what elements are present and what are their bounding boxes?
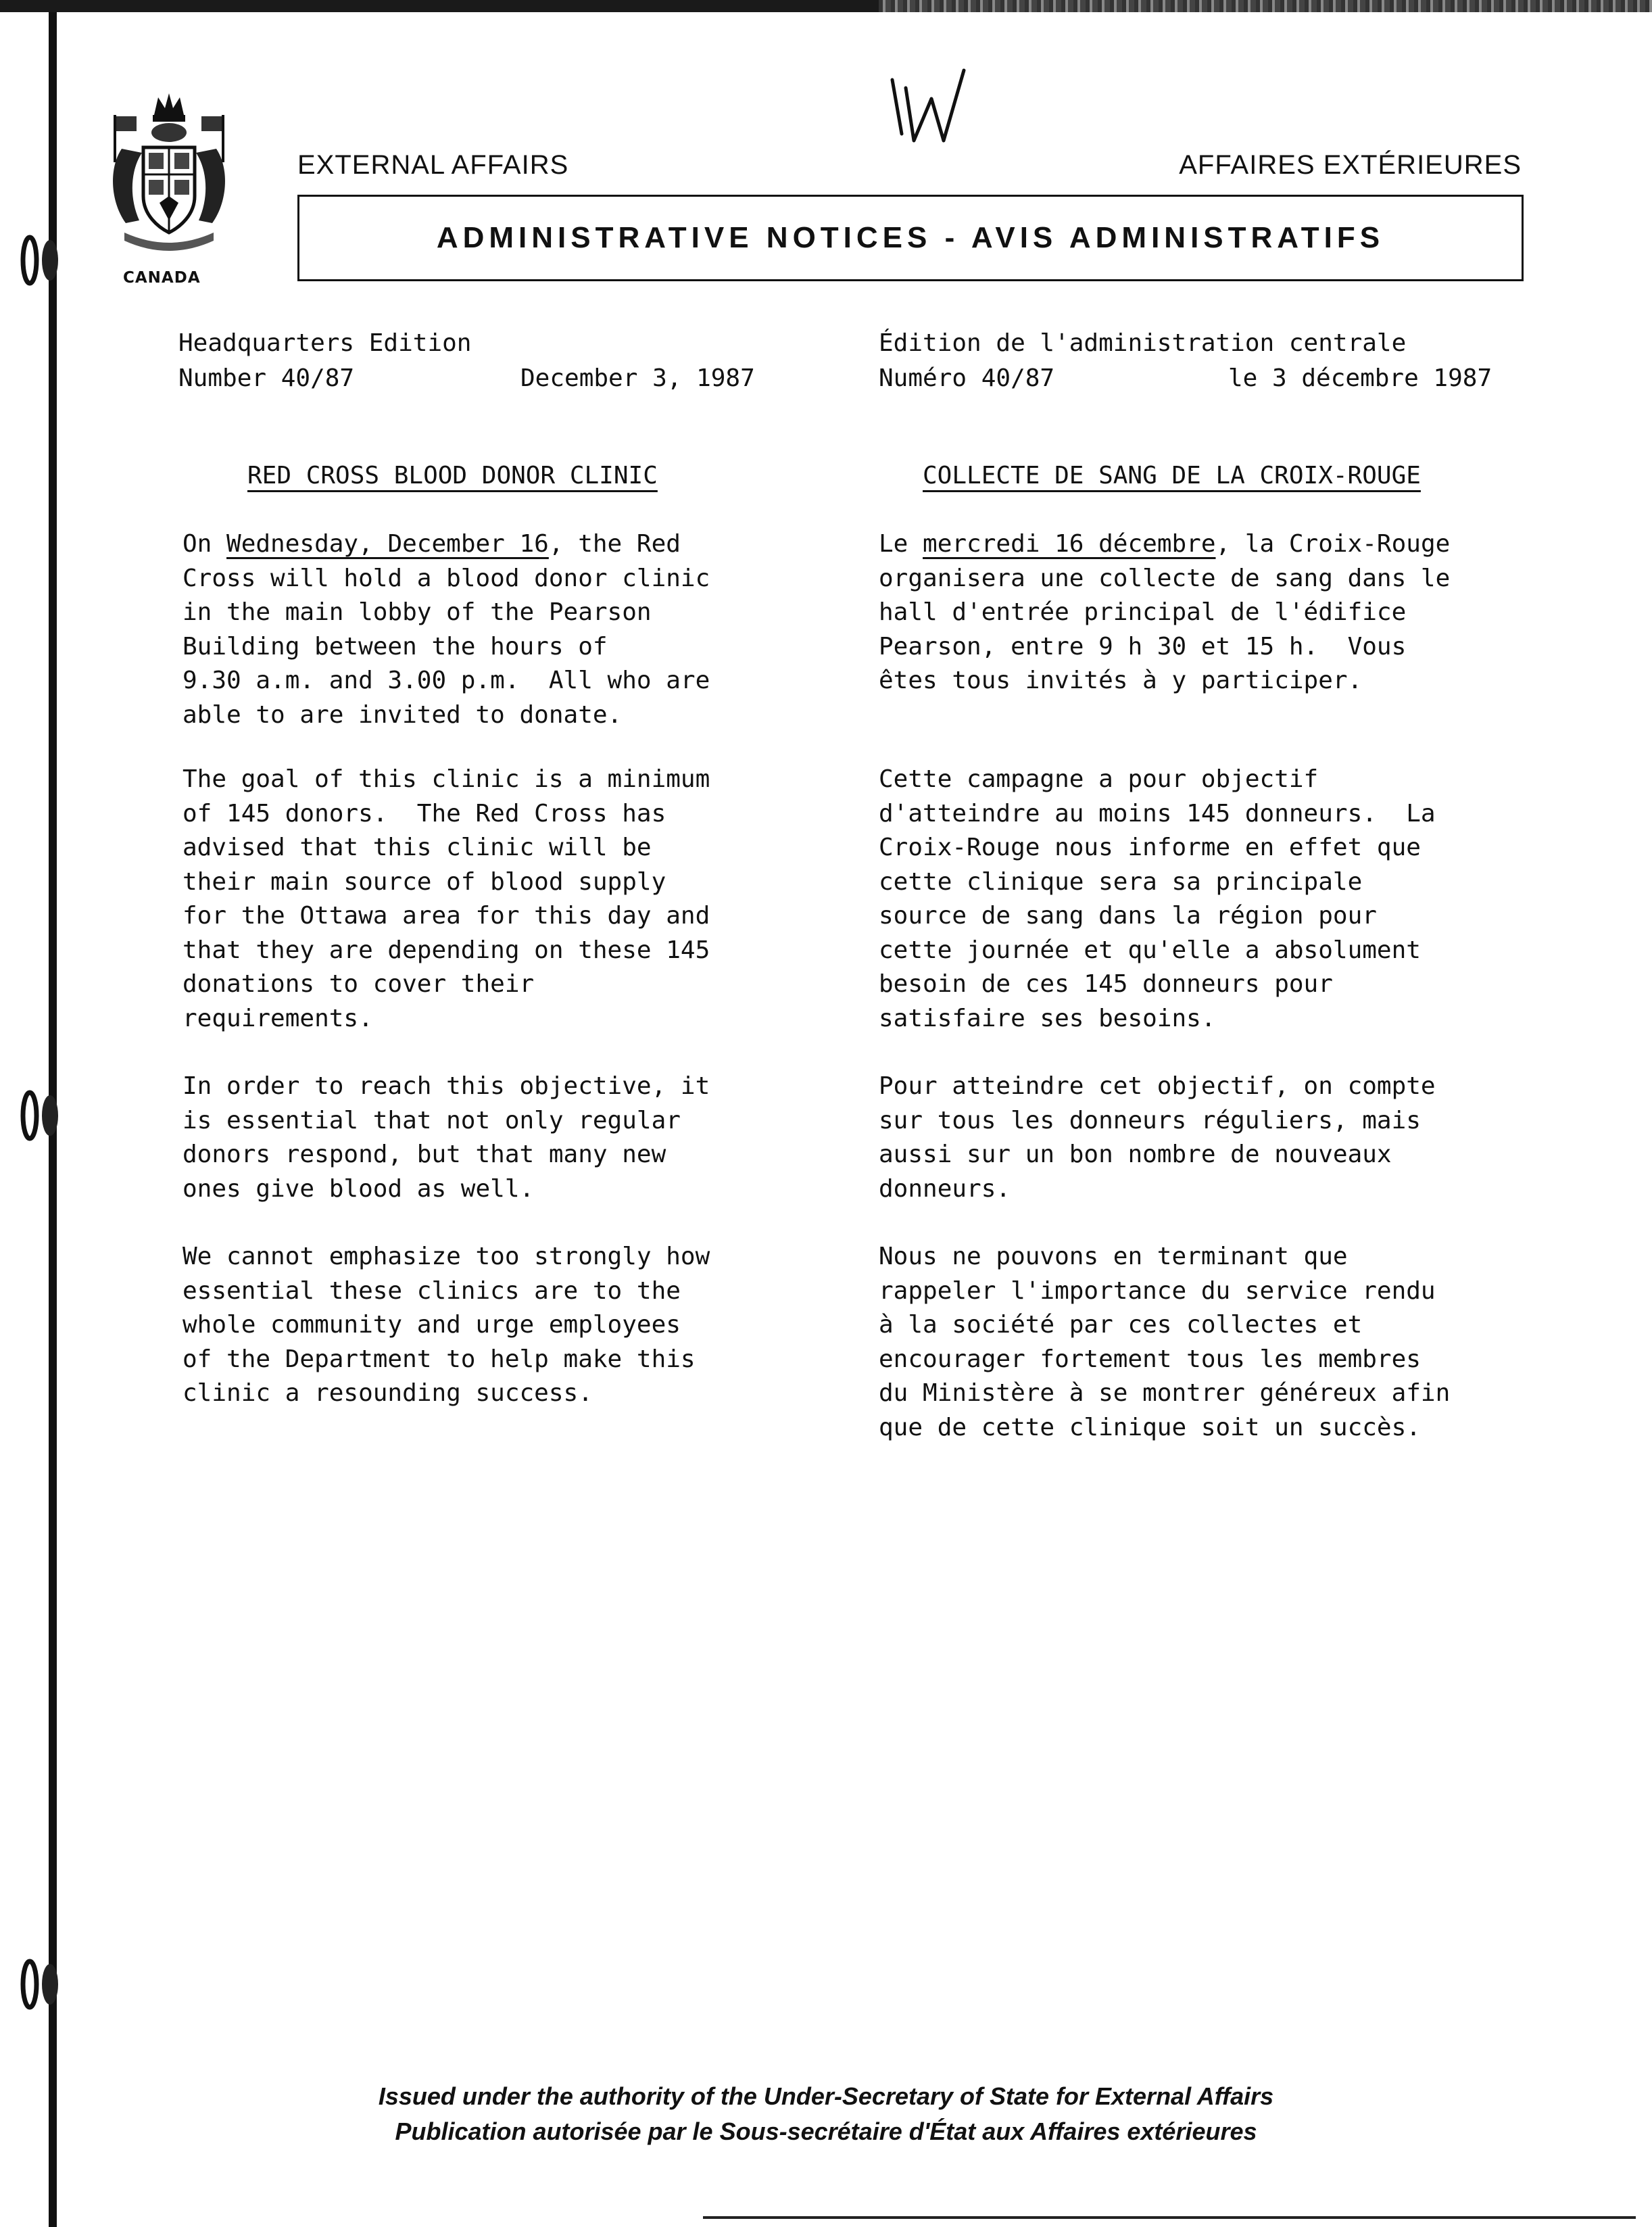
bottom-edge-line bbox=[703, 2216, 1636, 2219]
paragraph-rest: , la Croix-Rouge organisera une collecte de sang dans le hall d'entrée principal de l'édifice Pearson, entre 9 h 30 et 15 h. Vous êtes tous invités à y participer. bbox=[879, 530, 1451, 694]
coat-of-arms-icon bbox=[101, 88, 237, 264]
paragraph-rest: , the Red Cross will hold a blood donor clinic in the main lobby of the Pearson Building between the hours of 9.30 a.m. and 3.00 p.m. All who are able to are invited to donate. bbox=[183, 530, 710, 729]
paragraph-start: On bbox=[183, 530, 227, 558]
paragraph-en-4: We cannot emphasize too strongly how essential these clinics are to the whole community and urge employees of the Department to help make this clinic a resounding success. bbox=[183, 1243, 710, 1407]
paragraph-fr-4: Nous ne pouvons en terminant que rappeler l'importance du service rendu à la société par ces collectes et encourager fortement tous les membres du Ministère à se montrer généreux afin que de cette clinique soit un succès. bbox=[879, 1243, 1451, 1441]
notice-heading-en: RED CROSS BLOOD DONOR CLINIC bbox=[247, 462, 658, 489]
handwritten-initial-mark bbox=[879, 54, 973, 149]
edition-date-fr: le 3 décembre 1987 bbox=[1228, 364, 1492, 392]
binder-hole-icon bbox=[20, 230, 58, 291]
clinic-date-fr: mercredi 16 décembre bbox=[923, 530, 1216, 558]
paragraph-en-3: In order to reach this objective, it is essential that not only regular donors respond, but that many new ones give blood as well. bbox=[183, 1072, 710, 1203]
country-label: CANADA bbox=[123, 269, 201, 287]
edition-name-en: Headquarters Edition bbox=[178, 329, 472, 357]
authority-line-fr: Publication autorisée par le Sous-secrétaire d'État aux Affaires extérieures bbox=[395, 2117, 1257, 2145]
clinic-date-en: Wednesday, December 16 bbox=[226, 530, 549, 558]
edition-number-fr: Numéro 40/87 bbox=[879, 364, 1055, 392]
paragraph-start: Le bbox=[879, 530, 923, 558]
authority-line-en: Issued under the authority of the Under-Secretary of State for External Affairs bbox=[378, 2082, 1274, 2110]
binder-hole-icon bbox=[20, 1085, 58, 1146]
document-title: ADMINISTRATIVE NOTICES - AVIS ADMINISTRATIFS bbox=[436, 221, 1385, 254]
department-name-en: EXTERNAL AFFAIRS bbox=[297, 150, 569, 180]
title-banner bbox=[297, 195, 1524, 281]
paragraph-fr-1 bbox=[879, 527, 1450, 698]
edition-date-en: December 3, 1987 bbox=[520, 364, 755, 392]
paragraph-fr-2: Cette campagne a pour objectif d'atteindre au moins 145 donneurs. La Croix-Rouge nous informe en effet que cette clinique sera sa principale source de sang dans la région pour cette journée et qu'elle a absolument besoin de ces 145 donneurs pour satisfaire ses besoins. bbox=[879, 765, 1436, 1032]
binder-hole-icon bbox=[20, 1954, 58, 2015]
edition-name-fr: Édition de l'administration centrale bbox=[879, 329, 1407, 357]
edition-number-en: Number 40/87 bbox=[178, 364, 355, 392]
paragraph-fr-3: Pour atteindre cet objectif, on compte sur tous les donneurs réguliers, mais aussi sur un bon nombre de nouveaux donneurs. bbox=[879, 1072, 1436, 1203]
paragraph-en-1 bbox=[183, 527, 710, 732]
department-name-fr: AFFAIRES EXTÉRIEURES bbox=[1179, 150, 1522, 180]
paragraph-en-2: The goal of this clinic is a minimum of 145 donors. The Red Cross has advised that this clinic will be their main source of blood supply for the Ottawa area for this day and that they are depending on these 145 donations to cover their requirements. bbox=[183, 765, 710, 1032]
scan-top-edge-noise bbox=[879, 0, 1652, 12]
notice-heading-fr: COLLECTE DE SANG DE LA CROIX-ROUGE bbox=[923, 462, 1421, 489]
